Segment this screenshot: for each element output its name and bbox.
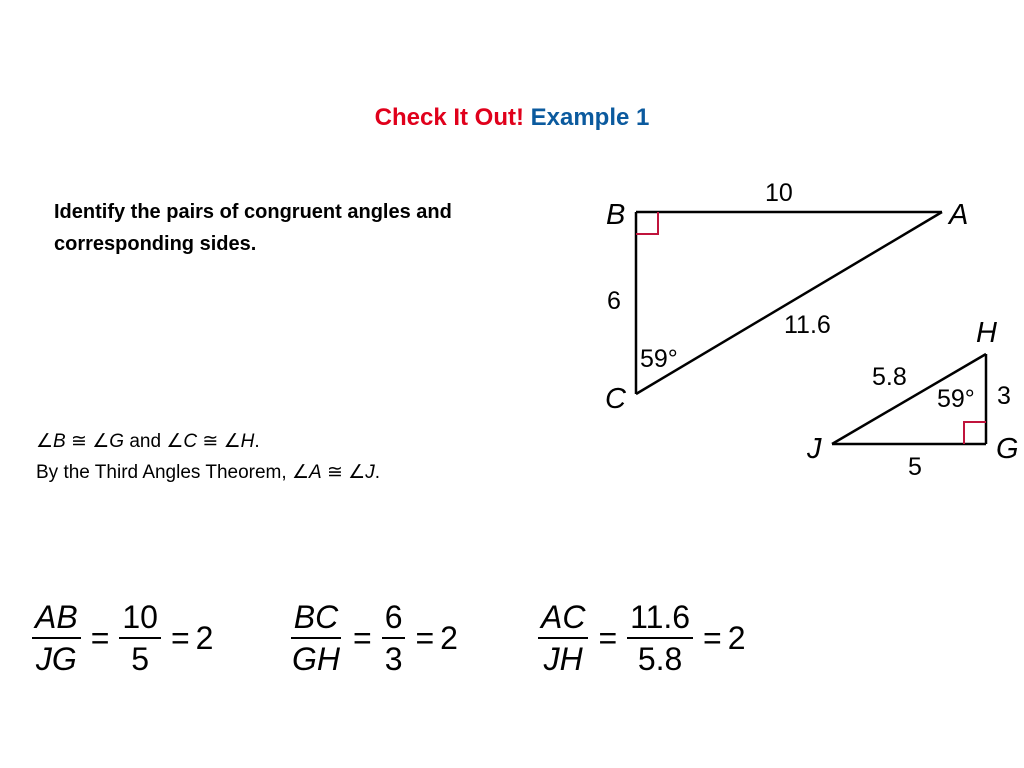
- statement-line-2: [36, 457, 596, 488]
- ratio-fraction: [32, 599, 81, 677]
- title-example-number: Example 1: [530, 104, 650, 131]
- fraction-denominator: 5.8: [637, 641, 683, 677]
- title-check-it-out: Check It Out!: [374, 104, 524, 131]
- vertex-label-g: G: [996, 433, 1019, 465]
- conjunction-and: and: [129, 431, 162, 452]
- side-label-jg: 5: [908, 453, 922, 480]
- fraction-denominator: GH: [292, 641, 340, 677]
- statement-line-1: [36, 426, 596, 457]
- fraction-numerator: AB: [32, 599, 81, 639]
- equals-sign: =: [598, 619, 618, 656]
- vertex-label-a: A: [949, 199, 969, 231]
- ratio-equation-bc-gh: [285, 596, 458, 680]
- triangle-figure: [596, 168, 1024, 480]
- period: .: [254, 431, 260, 452]
- vertex-label-j: J: [807, 433, 822, 465]
- angle-label-h: 59°: [937, 385, 975, 413]
- vertex-label-b: B: [606, 199, 626, 231]
- slide-title: [0, 104, 1024, 132]
- angle-j: J: [365, 462, 375, 483]
- ratio-equation-ac-jh: [534, 596, 746, 680]
- angle-label-c: 59°: [640, 345, 678, 373]
- value-fraction: [119, 599, 161, 677]
- angle-symbol: ∠: [166, 431, 184, 452]
- instruction-text: Identify the pairs of congruent angles and corresponding sides.: [54, 201, 452, 255]
- equals-sign: =: [703, 619, 722, 656]
- vertex-label-h: H: [976, 317, 997, 349]
- fraction-numerator: 6: [382, 599, 406, 639]
- angle-symbol: ∠: [36, 431, 54, 452]
- equals-sign: =: [353, 619, 372, 656]
- angle-h: H: [240, 431, 255, 452]
- fraction-numerator: AC: [538, 599, 588, 639]
- angle-c: C: [183, 431, 198, 452]
- angle-symbol: ∠: [223, 431, 241, 452]
- fraction-numerator: BC: [291, 599, 341, 639]
- congruence-statements: [36, 426, 596, 488]
- ratio-fraction: [538, 599, 588, 677]
- angle-symbol: ∠: [92, 431, 110, 452]
- congruent-symbol: ≅: [71, 431, 87, 452]
- fraction-denominator: JH: [543, 641, 583, 677]
- right-angle-marker-b: [636, 212, 658, 234]
- theorem-text: By the Third Angles Theorem,: [36, 462, 287, 483]
- value-fraction: [382, 599, 406, 677]
- fraction-numerator: 10: [119, 599, 161, 639]
- side-label-ba: 10: [765, 179, 793, 207]
- side-label-bc: 6: [607, 287, 621, 315]
- period: .: [374, 462, 380, 483]
- ratio-result: 2: [195, 619, 214, 656]
- side-label-hg: 3: [997, 382, 1011, 410]
- angle-b: B: [53, 431, 66, 452]
- side-label-jh: 5.8: [872, 363, 907, 391]
- angle-g: G: [109, 431, 125, 452]
- angle-a: A: [308, 462, 322, 483]
- side-label-ca: 11.6: [784, 311, 831, 339]
- ratio-result: 2: [727, 619, 746, 656]
- ratio-fraction: [289, 599, 343, 677]
- equals-sign: =: [90, 619, 110, 656]
- ratio-equation-ab-jg: [28, 596, 213, 680]
- fraction-denominator: 3: [384, 641, 403, 677]
- right-angle-marker-g: [964, 422, 986, 444]
- fraction-denominator: 5: [131, 641, 150, 677]
- triangle-abc: [605, 179, 968, 415]
- congruent-symbol: ≅: [202, 431, 219, 452]
- congruent-symbol: ≅: [326, 462, 343, 483]
- value-fraction: [627, 599, 693, 677]
- angle-symbol: ∠: [291, 462, 309, 483]
- ratio-result: 2: [440, 619, 458, 656]
- angle-symbol: ∠: [348, 462, 366, 483]
- equals-sign: =: [170, 619, 190, 656]
- fraction-numerator: 11.6: [627, 599, 693, 639]
- vertex-label-c: C: [605, 383, 626, 415]
- equals-sign: =: [415, 619, 435, 656]
- triangle-hjg: [806, 317, 1019, 480]
- fraction-denominator: JG: [35, 641, 77, 677]
